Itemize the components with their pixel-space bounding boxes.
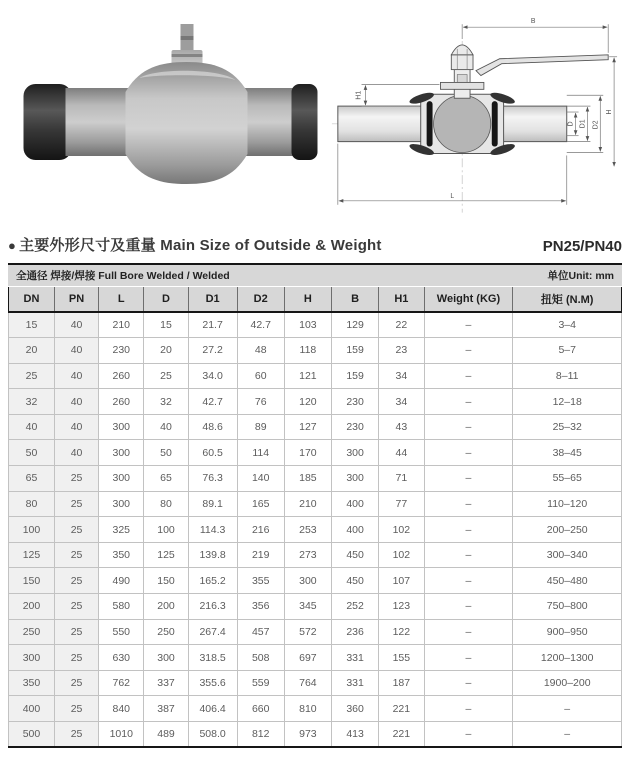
table-row: [9, 363, 622, 389]
table-cell: 22: [379, 312, 424, 338]
table-cell: –: [424, 542, 513, 568]
table-cell: 114.3: [188, 517, 237, 543]
table-cell: 252: [331, 594, 378, 620]
table-cell: 34: [379, 363, 424, 389]
table-cell: 331: [331, 645, 378, 671]
ball-section: [434, 95, 491, 152]
dim-label-d: D: [567, 121, 575, 127]
table-cell: –: [424, 568, 513, 594]
table-cell: 159: [331, 363, 378, 389]
table-cell: 300: [284, 568, 331, 594]
column-header: B: [331, 287, 378, 312]
table-cell: –: [424, 670, 513, 696]
table-cell: 356: [237, 594, 284, 620]
table-cell: 185: [284, 466, 331, 492]
table-cell: 20: [9, 338, 55, 364]
table-cell: 250: [144, 619, 188, 645]
table-cell: –: [424, 696, 513, 722]
dim-label-d1: D1: [579, 119, 587, 129]
table-cell: 122: [379, 619, 424, 645]
figures-row: [8, 0, 622, 230]
table-row: [9, 414, 622, 440]
table-cell: 457: [237, 619, 284, 645]
table-cell: 15: [9, 312, 55, 338]
table-cell: 350: [99, 542, 144, 568]
table-cell: 34: [379, 389, 424, 415]
table-row: [9, 594, 622, 620]
table-cell: 210: [99, 312, 144, 338]
table-cell: 120: [284, 389, 331, 415]
table-cell: 210: [284, 491, 331, 517]
table-cell: 973: [284, 722, 331, 748]
table-cell: –: [424, 414, 513, 440]
table-cell: 350: [9, 670, 55, 696]
table-cell: 810: [284, 696, 331, 722]
table-cell: 762: [99, 670, 144, 696]
table-row: [9, 338, 622, 364]
table-cell: 230: [99, 338, 144, 364]
table-cell: 5–7: [513, 338, 622, 364]
table-cell: 216.3: [188, 594, 237, 620]
table-cell: 450–480: [513, 568, 622, 594]
dim-label-h1: H1: [355, 90, 363, 100]
table-cell: 1900–200: [513, 670, 622, 696]
table-cell: 23: [379, 338, 424, 364]
table-cell: 325: [99, 517, 144, 543]
pressure-rating: PN25/PN40: [542, 238, 622, 255]
table-cell: 159: [331, 338, 378, 364]
column-header: L: [99, 287, 144, 312]
table-cell: 25: [54, 722, 98, 748]
table-cell: 490: [99, 568, 144, 594]
table-cell: 200: [9, 594, 55, 620]
dim-label-b: B: [530, 18, 536, 26]
column-header: PN: [54, 287, 98, 312]
table-cell: 1010: [99, 722, 144, 748]
table-cell: 25: [9, 363, 55, 389]
table-cell: 260: [99, 389, 144, 415]
table-cell: 50: [9, 440, 55, 466]
table-cell: 300: [331, 466, 378, 492]
valve-body: [126, 62, 248, 184]
table-cell: –: [424, 594, 513, 620]
table-cell: 25–32: [513, 414, 622, 440]
table-cell: 697: [284, 645, 331, 671]
table-cell: 114: [237, 440, 284, 466]
table-cell: 32: [144, 389, 188, 415]
table-cell: 40: [54, 440, 98, 466]
unit-label: 单位Unit: mm: [547, 270, 614, 282]
table-cell: 25: [54, 542, 98, 568]
table-cell: 508: [237, 645, 284, 671]
table-cell: 260: [99, 363, 144, 389]
table-cell: 43: [379, 414, 424, 440]
table-row: [9, 491, 622, 517]
table-cell: 250: [9, 619, 55, 645]
table-cell: 840: [99, 696, 144, 722]
table-cell: 450: [331, 542, 378, 568]
left-pipe: [66, 88, 136, 156]
table-cell: 331: [331, 670, 378, 696]
section-title-zh: 主要外形尺寸及重量: [19, 237, 156, 254]
table-cell: 300: [99, 491, 144, 517]
table-cell: 80: [144, 491, 188, 517]
table-row: [9, 466, 622, 492]
table-cell: 15: [144, 312, 188, 338]
table-cell: 900–950: [513, 619, 622, 645]
table-cell: 489: [144, 722, 188, 748]
table-cell: 140: [237, 466, 284, 492]
table-cell: 25: [54, 491, 98, 517]
table-cell: 40: [54, 363, 98, 389]
table-cell: 60: [237, 363, 284, 389]
table-cell: 129: [331, 312, 378, 338]
table-cell: 360: [331, 696, 378, 722]
table-cell: 150: [144, 568, 188, 594]
table-cell: 48.6: [188, 414, 237, 440]
column-header: D2: [237, 287, 284, 312]
table-cell: 221: [379, 722, 424, 748]
table-cell: –: [424, 517, 513, 543]
column-header: H1: [379, 287, 424, 312]
table-cell: –: [424, 440, 513, 466]
table-cell: 406.4: [188, 696, 237, 722]
table-cell: 55–65: [513, 466, 622, 492]
table-cell: 170: [284, 440, 331, 466]
table-cell: 25: [54, 696, 98, 722]
dimension-drawing-graphic: [326, 8, 622, 220]
dim-label-h: H: [606, 109, 614, 115]
table-cell: 400: [331, 517, 378, 543]
table-cell: 60.5: [188, 440, 237, 466]
dimension-table: [8, 287, 622, 748]
table-cell: 65: [9, 466, 55, 492]
table-cell: 102: [379, 517, 424, 543]
table-cell: 42.7: [237, 312, 284, 338]
column-header: D1: [188, 287, 237, 312]
table-cell: 355: [237, 568, 284, 594]
table-row: [9, 645, 622, 671]
table-cell: 300: [99, 466, 144, 492]
table-cell: 34.0: [188, 363, 237, 389]
table-row: [9, 312, 622, 338]
table-cell: 65: [144, 466, 188, 492]
table-cell: 25: [54, 594, 98, 620]
table-cell: 100: [9, 517, 55, 543]
table-cell: 102: [379, 542, 424, 568]
table-cell: 236: [331, 619, 378, 645]
table-cell: 812: [237, 722, 284, 748]
section-titlebar: [8, 234, 622, 255]
table-cell: 107: [379, 568, 424, 594]
table-cell: 44: [379, 440, 424, 466]
dim-label-l: L: [450, 192, 455, 200]
table-row: [9, 389, 622, 415]
table-cell: 40: [9, 414, 55, 440]
table-cell: 300: [99, 414, 144, 440]
table-cell: 125: [9, 542, 55, 568]
column-header: 扭矩 (N.M): [513, 287, 622, 312]
table-cell: 76.3: [188, 466, 237, 492]
section-title: [8, 234, 382, 255]
table-cell: 273: [284, 542, 331, 568]
table-cell: 12–18: [513, 389, 622, 415]
table-cell: 27.2: [188, 338, 237, 364]
table-cell: 40: [54, 414, 98, 440]
table-cell: 345: [284, 594, 331, 620]
table-cell: 572: [284, 619, 331, 645]
valve-photo: [8, 8, 326, 226]
handle-lever: [476, 55, 608, 76]
table-cell: 559: [237, 670, 284, 696]
table-row: [9, 517, 622, 543]
table-cell: 25: [54, 466, 98, 492]
table-row: [9, 696, 622, 722]
table-cell: 155: [379, 645, 424, 671]
table-cell: 300: [331, 440, 378, 466]
table-cell: 20: [144, 338, 188, 364]
dim-label-d2: D2: [592, 120, 600, 130]
table-cell: 750–800: [513, 594, 622, 620]
dimension-b: [462, 24, 608, 53]
table-cell: 216: [237, 517, 284, 543]
table-cell: 221: [379, 696, 424, 722]
table-cell: 219: [237, 542, 284, 568]
table-cell: 300: [144, 645, 188, 671]
table-cell: 8–11: [513, 363, 622, 389]
table-cell: 42.7: [188, 389, 237, 415]
table-row: [9, 670, 622, 696]
seat-right: [492, 101, 498, 146]
table-subtitle: 全通径 焊接/焊接 Full Bore Welded / Welded: [16, 270, 230, 282]
table-cell: 125: [144, 542, 188, 568]
table-cell: 48: [237, 338, 284, 364]
table-cell: 200–250: [513, 517, 622, 543]
column-header: DN: [9, 287, 55, 312]
table-cell: 76: [237, 389, 284, 415]
table-cell: 200: [144, 594, 188, 620]
table-cell: 300–340: [513, 542, 622, 568]
table-cell: 400: [9, 696, 55, 722]
table-cell: 121: [284, 363, 331, 389]
table-cell: 118: [284, 338, 331, 364]
table-cell: 318.5: [188, 645, 237, 671]
table-header-row: [9, 287, 622, 312]
table-cell: 267.4: [188, 619, 237, 645]
table-cell: 71: [379, 466, 424, 492]
table-cell: 165.2: [188, 568, 237, 594]
table-cell: –: [424, 466, 513, 492]
table-cell: 89.1: [188, 491, 237, 517]
table-cell: 40: [54, 312, 98, 338]
bullet-icon: ●: [8, 238, 17, 253]
table-cell: 508.0: [188, 722, 237, 748]
table-cell: 139.8: [188, 542, 237, 568]
table-cell: 230: [331, 389, 378, 415]
table-cell: 110–120: [513, 491, 622, 517]
table-cell: 89: [237, 414, 284, 440]
table-cell: 32: [9, 389, 55, 415]
table-cell: 400: [331, 491, 378, 517]
table-cell: 764: [284, 670, 331, 696]
table-cell: –: [513, 722, 622, 748]
table-cell: 630: [99, 645, 144, 671]
seat-left: [427, 101, 433, 146]
column-header: D: [144, 287, 188, 312]
table-cell: 1200–1300: [513, 645, 622, 671]
table-cell: 50: [144, 440, 188, 466]
table-cell: 80: [9, 491, 55, 517]
table-cell: 21.7: [188, 312, 237, 338]
table-row: [9, 568, 622, 594]
table-cell: 230: [331, 414, 378, 440]
table-cell: 40: [54, 338, 98, 364]
table-cell: 25: [54, 568, 98, 594]
table-cell: 127: [284, 414, 331, 440]
table-cell: 387: [144, 696, 188, 722]
table-cell: –: [424, 722, 513, 748]
table-cell: –: [424, 363, 513, 389]
table-cell: 413: [331, 722, 378, 748]
table-cell: 25: [54, 670, 98, 696]
table-cell: 25: [54, 517, 98, 543]
table-cell: 355.6: [188, 670, 237, 696]
table-cell: 40: [144, 414, 188, 440]
section-title-en: Main Size of Outside & Weight: [160, 237, 382, 254]
table-cell: 25: [54, 619, 98, 645]
valve-dimension-drawing: [326, 8, 622, 220]
table-cell: 25: [144, 363, 188, 389]
table-cell: 3–4: [513, 312, 622, 338]
table-cell: 38–45: [513, 440, 622, 466]
table-row: [9, 440, 622, 466]
right-pipe: [244, 88, 298, 156]
table-cell: –: [424, 645, 513, 671]
table-cell: –: [513, 696, 622, 722]
table-subheader: [8, 263, 622, 286]
table-row: [9, 722, 622, 748]
left-weld-end: [24, 84, 72, 160]
table-cell: 150: [9, 568, 55, 594]
table-cell: 25: [54, 645, 98, 671]
table-cell: 187: [379, 670, 424, 696]
table-cell: 660: [237, 696, 284, 722]
table-cell: 450: [331, 568, 378, 594]
table-cell: –: [424, 312, 513, 338]
table-cell: 100: [144, 517, 188, 543]
table-cell: 165: [237, 491, 284, 517]
right-weld-end: [292, 84, 318, 160]
valve-photo-graphic: [8, 8, 326, 226]
table-cell: –: [424, 619, 513, 645]
table-cell: –: [424, 491, 513, 517]
table-cell: 550: [99, 619, 144, 645]
table-cell: 300: [9, 645, 55, 671]
table-cell: 337: [144, 670, 188, 696]
table-cell: 500: [9, 722, 55, 748]
column-header: H: [284, 287, 331, 312]
table-cell: 103: [284, 312, 331, 338]
table-cell: –: [424, 389, 513, 415]
column-header: Weight (KG): [424, 287, 513, 312]
table-cell: 300: [99, 440, 144, 466]
table-cell: 40: [54, 389, 98, 415]
table-row: [9, 542, 622, 568]
table-cell: –: [424, 338, 513, 364]
table-cell: 580: [99, 594, 144, 620]
table-cell: 77: [379, 491, 424, 517]
table-cell: 123: [379, 594, 424, 620]
table-cell: 253: [284, 517, 331, 543]
table-row: [9, 619, 622, 645]
